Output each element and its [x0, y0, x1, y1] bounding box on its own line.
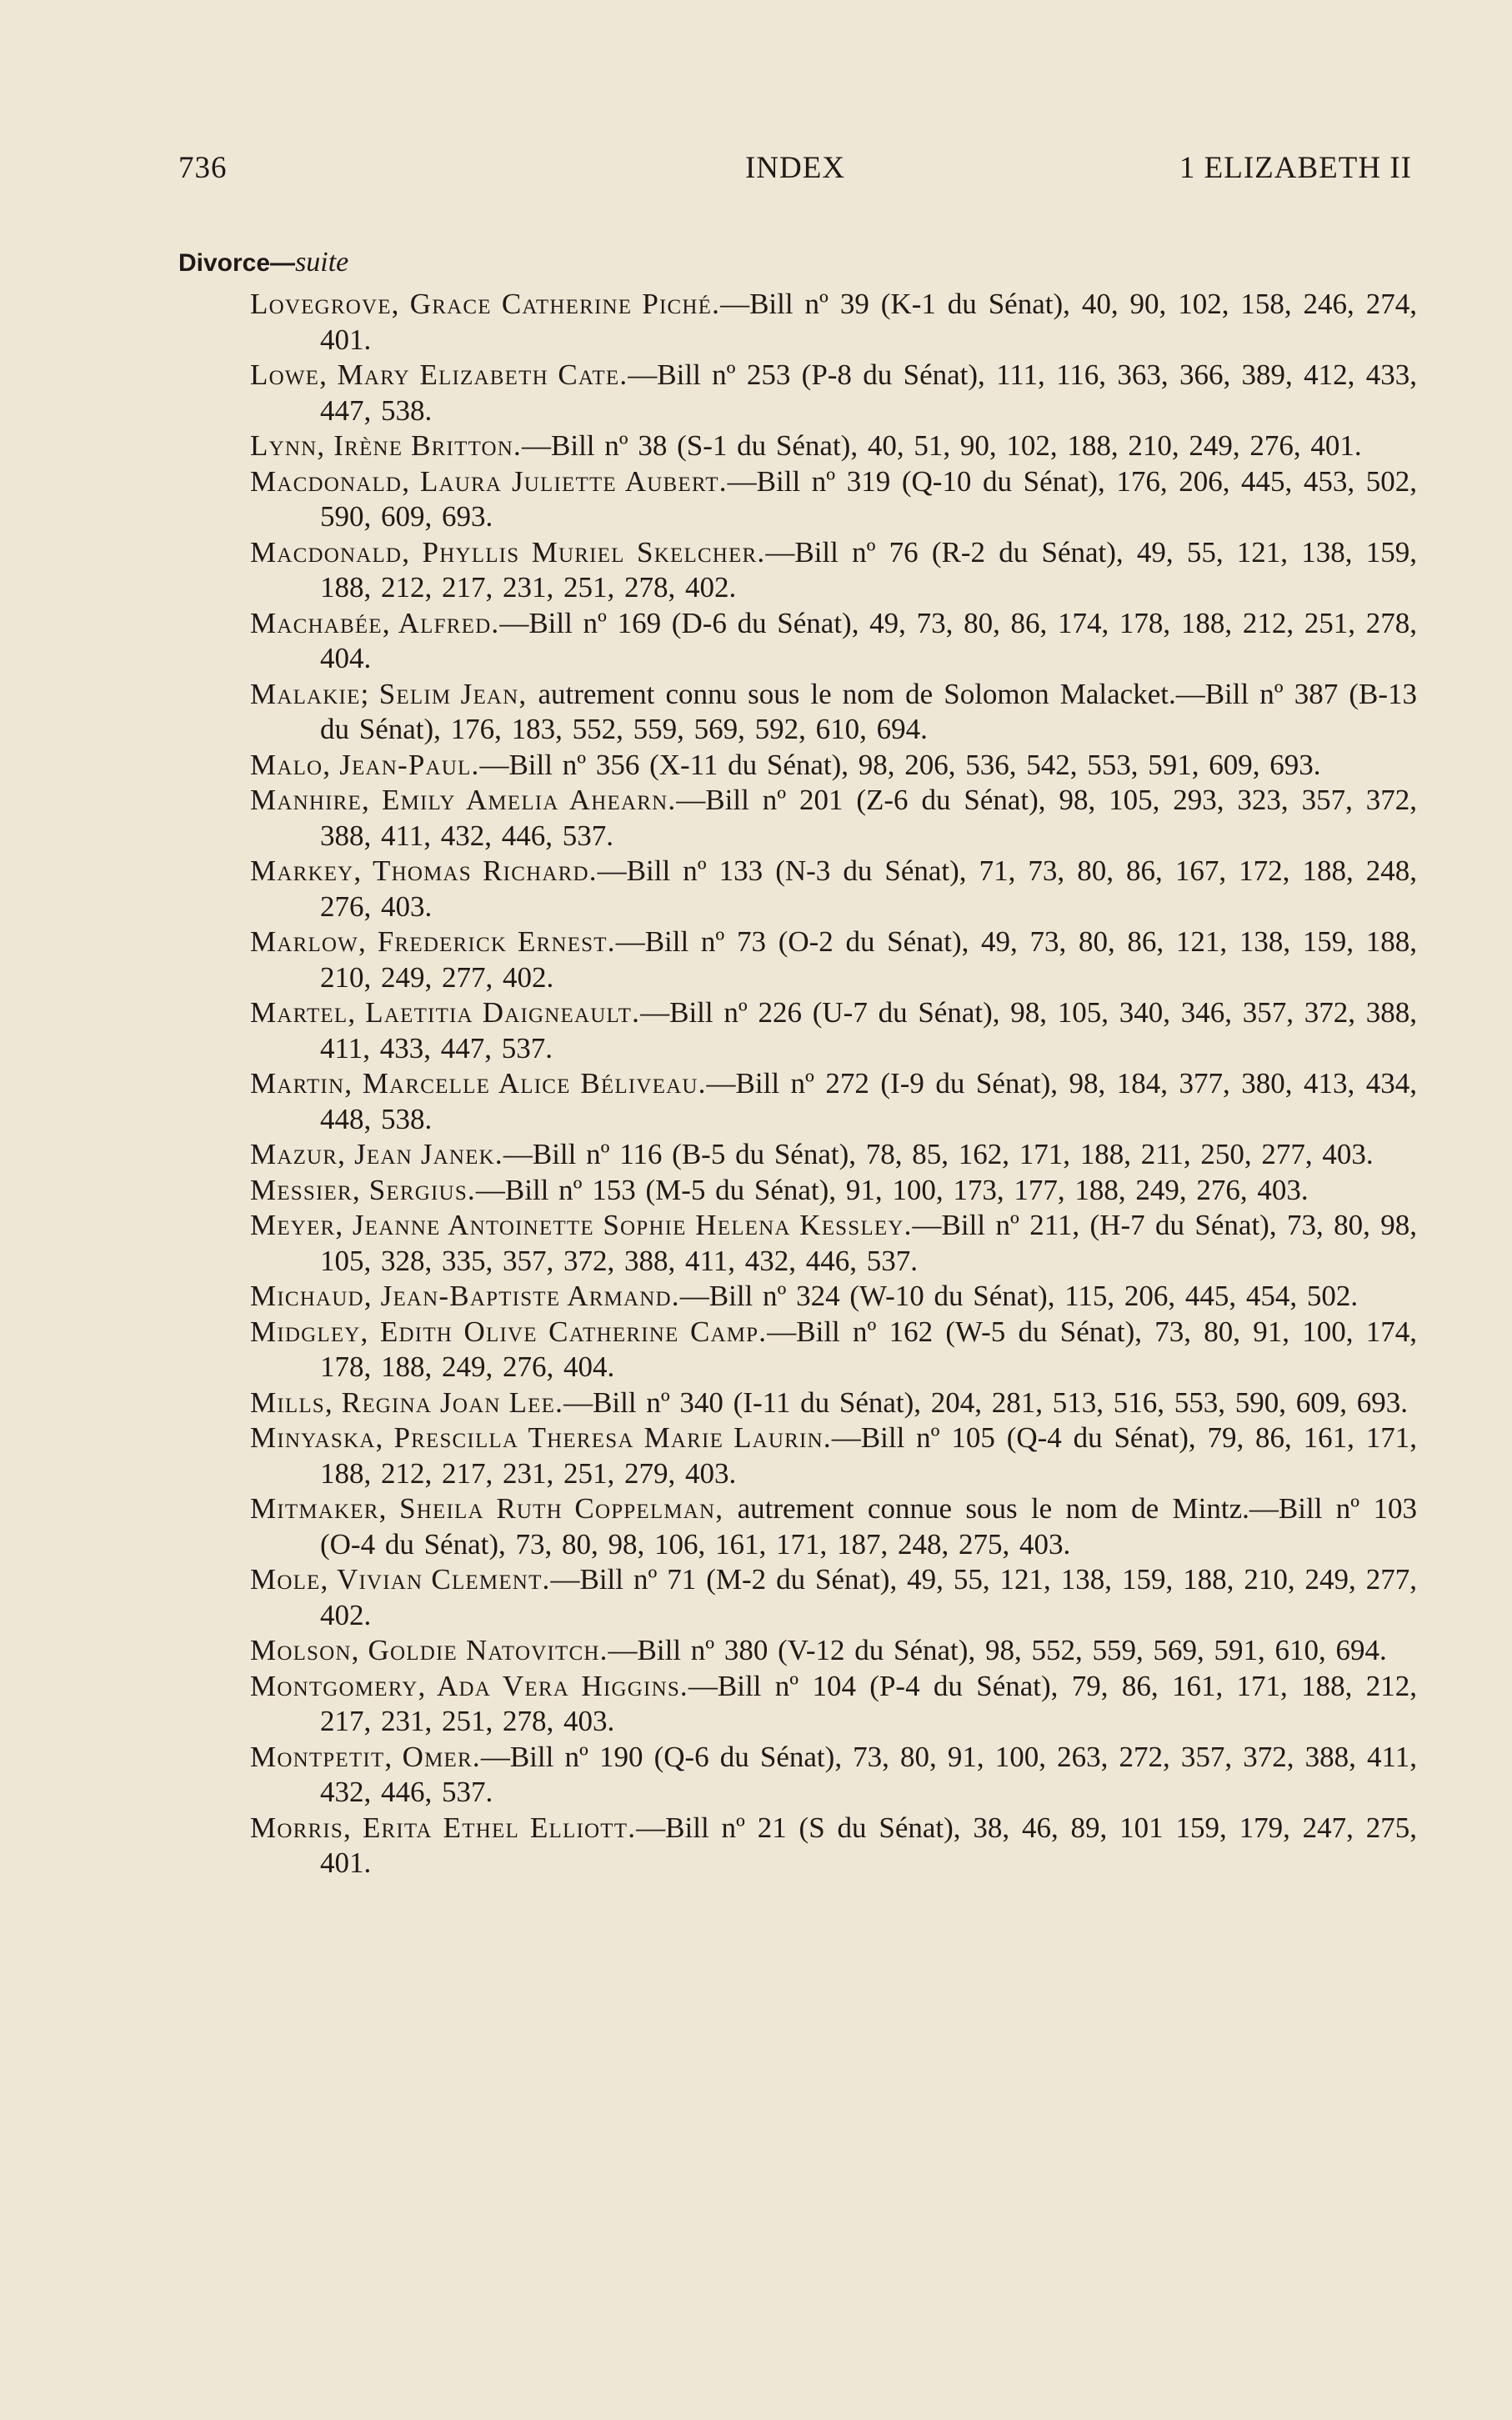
index-entry — [250, 1137, 1417, 1173]
entry-text: —Bill nº 340 (I-11 du Sénat), 204, 281, 513, 516, 553, 590, 609, 693. — [563, 1385, 1409, 1419]
index-entry — [250, 535, 1417, 606]
entry-name: Molson, Goldie Natovitch. — [250, 1634, 608, 1666]
section-heading-suite: suite — [295, 247, 349, 278]
entry-name: Lowe, Mary Elizabeth Cate. — [250, 358, 628, 391]
entry-text: —Bill nº 162 (W-5 du Sénat), 73, 80, 91, 100, 174, 178, 188, 249, 276, 404. — [320, 1315, 1418, 1383]
entry-name: Machabée, Alfred. — [250, 606, 500, 639]
entry-text: autrement connue sous le nom de Mintz.—Bill nº 103 (O-4 du Sénat), 73, 80, 98, 106, 161, 171, 187, 248, 275, 403. — [320, 1492, 1418, 1561]
entry-name: Lovegrove, Grace Catherine Piché. — [250, 288, 721, 320]
entry-text: —Bill nº 104 (P-4 du Sénat), 79, 86, 161, 171, 188, 212, 217, 231, 251, 278, 403. — [320, 1669, 1417, 1737]
entry-text: —Bill nº 73 (O-2 du Sénat), 49, 73, 80, 86, 121, 138, 159, 188, 210, 249, 277, 402. — [320, 925, 1417, 994]
entry-text: autrement connu sous le nom de Solomon Malacket.—Bill nº 387 (B-13 du Sénat), 176, 183, 552, 559, 569, 592, 610, 694. — [320, 677, 1418, 745]
entry-text: —Bill nº 226 (U-7 du Sénat), 98, 105, 340, 346, 357, 372, 388, 411, 433, 447, 537. — [320, 996, 1417, 1065]
entry-text: —Bill nº 21 (S du Sénat), 38, 46, 89, 101 159, 179, 247, 275, 401. — [320, 1811, 1417, 1879]
page-header — [178, 150, 1412, 195]
index-entry — [250, 464, 1417, 535]
regnal-year: 1 ELIZABETH II — [1179, 151, 1412, 185]
index-entry — [250, 1173, 1417, 1209]
entry-name: Mills, Regina Joan Lee. — [250, 1385, 564, 1419]
entry-name: Morris, Erita Ethel Elliott. — [250, 1811, 637, 1844]
entry-text: —Bill nº 153 (M-5 du Sénat), 91, 100, 173, 177, 188, 249, 276, 403. — [475, 1173, 1309, 1206]
entry-text: —Bill nº 356 (X-11 du Sénat), 98, 206, 536, 542, 553, 591, 609, 693. — [479, 748, 1321, 781]
entry-name: Malo, Jean-Paul. — [250, 748, 480, 781]
index-entry — [250, 1315, 1417, 1385]
entry-name: Macdonald, Laura Juliette Aubert. — [250, 464, 728, 498]
entry-name: Montpetit, Omer. — [250, 1740, 481, 1773]
entry-name: Michaud, Jean-Baptiste Armand. — [250, 1280, 680, 1312]
entry-name: Mazur, Jean Janek. — [250, 1138, 503, 1170]
entry-text: —Bill nº 39 (K-1 du Sénat), 40, 90, 102, 158, 246, 274, 401. — [320, 288, 1417, 356]
index-entry — [250, 1811, 1417, 1881]
entry-name: Martin, Marcelle Alice Béliveau. — [250, 1067, 707, 1100]
entry-name: Montgomery, Ada Vera Higgins. — [250, 1669, 688, 1702]
entry-name: Mitmaker, Sheila Ruth Coppelman, — [250, 1492, 724, 1525]
index-entry — [250, 1740, 1417, 1811]
entry-text: —Bill nº 133 (N-3 du Sénat), 71, 73, 80, 86, 167, 172, 188, 248, 276, 403. — [320, 854, 1417, 923]
entry-name: Lynn, Irène Britton. — [250, 429, 523, 462]
entry-text: —Bill nº 272 (I-9 du Sénat), 98, 184, 377, 380, 413, 434, 448, 538. — [320, 1067, 1417, 1135]
entry-name: Mole, Vivian Clement. — [250, 1563, 551, 1596]
index-entry — [250, 287, 1417, 358]
entry-name: Macdonald, Phyllis Muriel Skelcher. — [250, 535, 766, 569]
page-title: INDEX — [744, 151, 846, 185]
entry-text: —Bill nº 76 (R-2 du Sénat), 49, 55, 121, 138, 159, 188, 212, 217, 231, 251, 278, 402. — [320, 535, 1417, 604]
index-entry — [250, 854, 1417, 924]
entry-text: —Bill nº 380 (V-12 du Sénat), 98, 552, 559, 569, 591, 610, 694. — [608, 1634, 1387, 1666]
entry-name: Minyaska, Prescilla Theresa Marie Laurin. — [250, 1421, 832, 1454]
index-entry — [250, 677, 1417, 748]
entry-name: Markey, Thomas Richard. — [250, 854, 598, 887]
entry-text: —Bill nº 169 (D-6 du Sénat), 49, 73, 80, 86, 174, 178, 188, 212, 251, 278, 404. — [320, 606, 1417, 674]
entry-text: —Bill nº 105 (Q-4 du Sénat), 79, 86, 161, 171, 188, 212, 217, 231, 251, 279, 403. — [320, 1421, 1417, 1490]
entry-text: —Bill nº 319 (Q-10 du Sénat), 176, 206, 445, 453, 502, 590, 609, 693. — [320, 464, 1417, 533]
entry-text: —Bill nº 211, (H-7 du Sénat), 73, 80, 98, 105, 328, 335, 357, 372, 388, 411, 432, 446, 537. — [320, 1209, 1418, 1277]
entry-text: —Bill nº 324 (W-10 du Sénat), 115, 206, 445, 454, 502. — [679, 1280, 1359, 1312]
index-entry — [250, 606, 1417, 677]
index-entry — [250, 1491, 1417, 1562]
index-entry — [250, 783, 1417, 854]
entry-text: —Bill nº 253 (P-8 du Sénat), 111, 116, 363, 366, 389, 412, 433, 447, 538. — [320, 358, 1417, 427]
index-entries — [250, 287, 1417, 1881]
index-entry — [250, 1208, 1417, 1279]
entry-text: —Bill nº 38 (S-1 du Sénat), 40, 51, 90, 102, 188, 210, 249, 276, 401. — [522, 429, 1362, 462]
page-number: 736 — [178, 151, 228, 185]
index-entry — [250, 748, 1417, 784]
index-entry — [250, 1420, 1417, 1491]
index-entry — [250, 1279, 1417, 1315]
index-entry — [250, 1562, 1417, 1633]
index-entry — [250, 924, 1417, 995]
entry-name: Marlow, Frederick Ernest. — [250, 925, 616, 958]
entry-name: Meyer, Jeanne Antoinette Sophie Helena Kessley. — [250, 1209, 913, 1241]
section-heading-label: Divorce— — [178, 249, 296, 277]
index-entry — [250, 1669, 1417, 1740]
index-entry — [250, 358, 1417, 428]
index-entry — [250, 1385, 1417, 1421]
entry-text: —Bill nº 71 (M-2 du Sénat), 49, 55, 121, 138, 159, 188, 210, 249, 277, 402. — [320, 1563, 1417, 1631]
index-entry — [250, 1633, 1417, 1669]
section-heading — [178, 247, 348, 278]
entry-name: Malakie; Selim Jean, — [250, 677, 528, 710]
index-entry — [250, 995, 1417, 1066]
index-entry — [250, 1066, 1417, 1137]
entry-name: Messier, Sergius. — [250, 1173, 476, 1206]
entry-name: Manhire, Emily Amelia Ahearn. — [250, 784, 677, 816]
index-entry — [250, 428, 1417, 464]
entry-name: Martel, Laetitia Daigneault. — [250, 996, 641, 1029]
entry-text: —Bill nº 116 (B-5 du Sénat), 78, 85, 162, 171, 188, 211, 250, 277, 403. — [503, 1138, 1374, 1170]
entry-name: Midgley, Edith Olive Catherine Camp. — [250, 1315, 768, 1348]
entry-text: —Bill nº 201 (Z-6 du Sénat), 98, 105, 293, 323, 357, 372, 388, 411, 432, 446, 537. — [320, 784, 1417, 852]
entry-text: —Bill nº 190 (Q-6 du Sénat), 73, 80, 91, 100, 263, 272, 357, 372, 388, 411, 432, 446, 537. — [320, 1740, 1417, 1808]
